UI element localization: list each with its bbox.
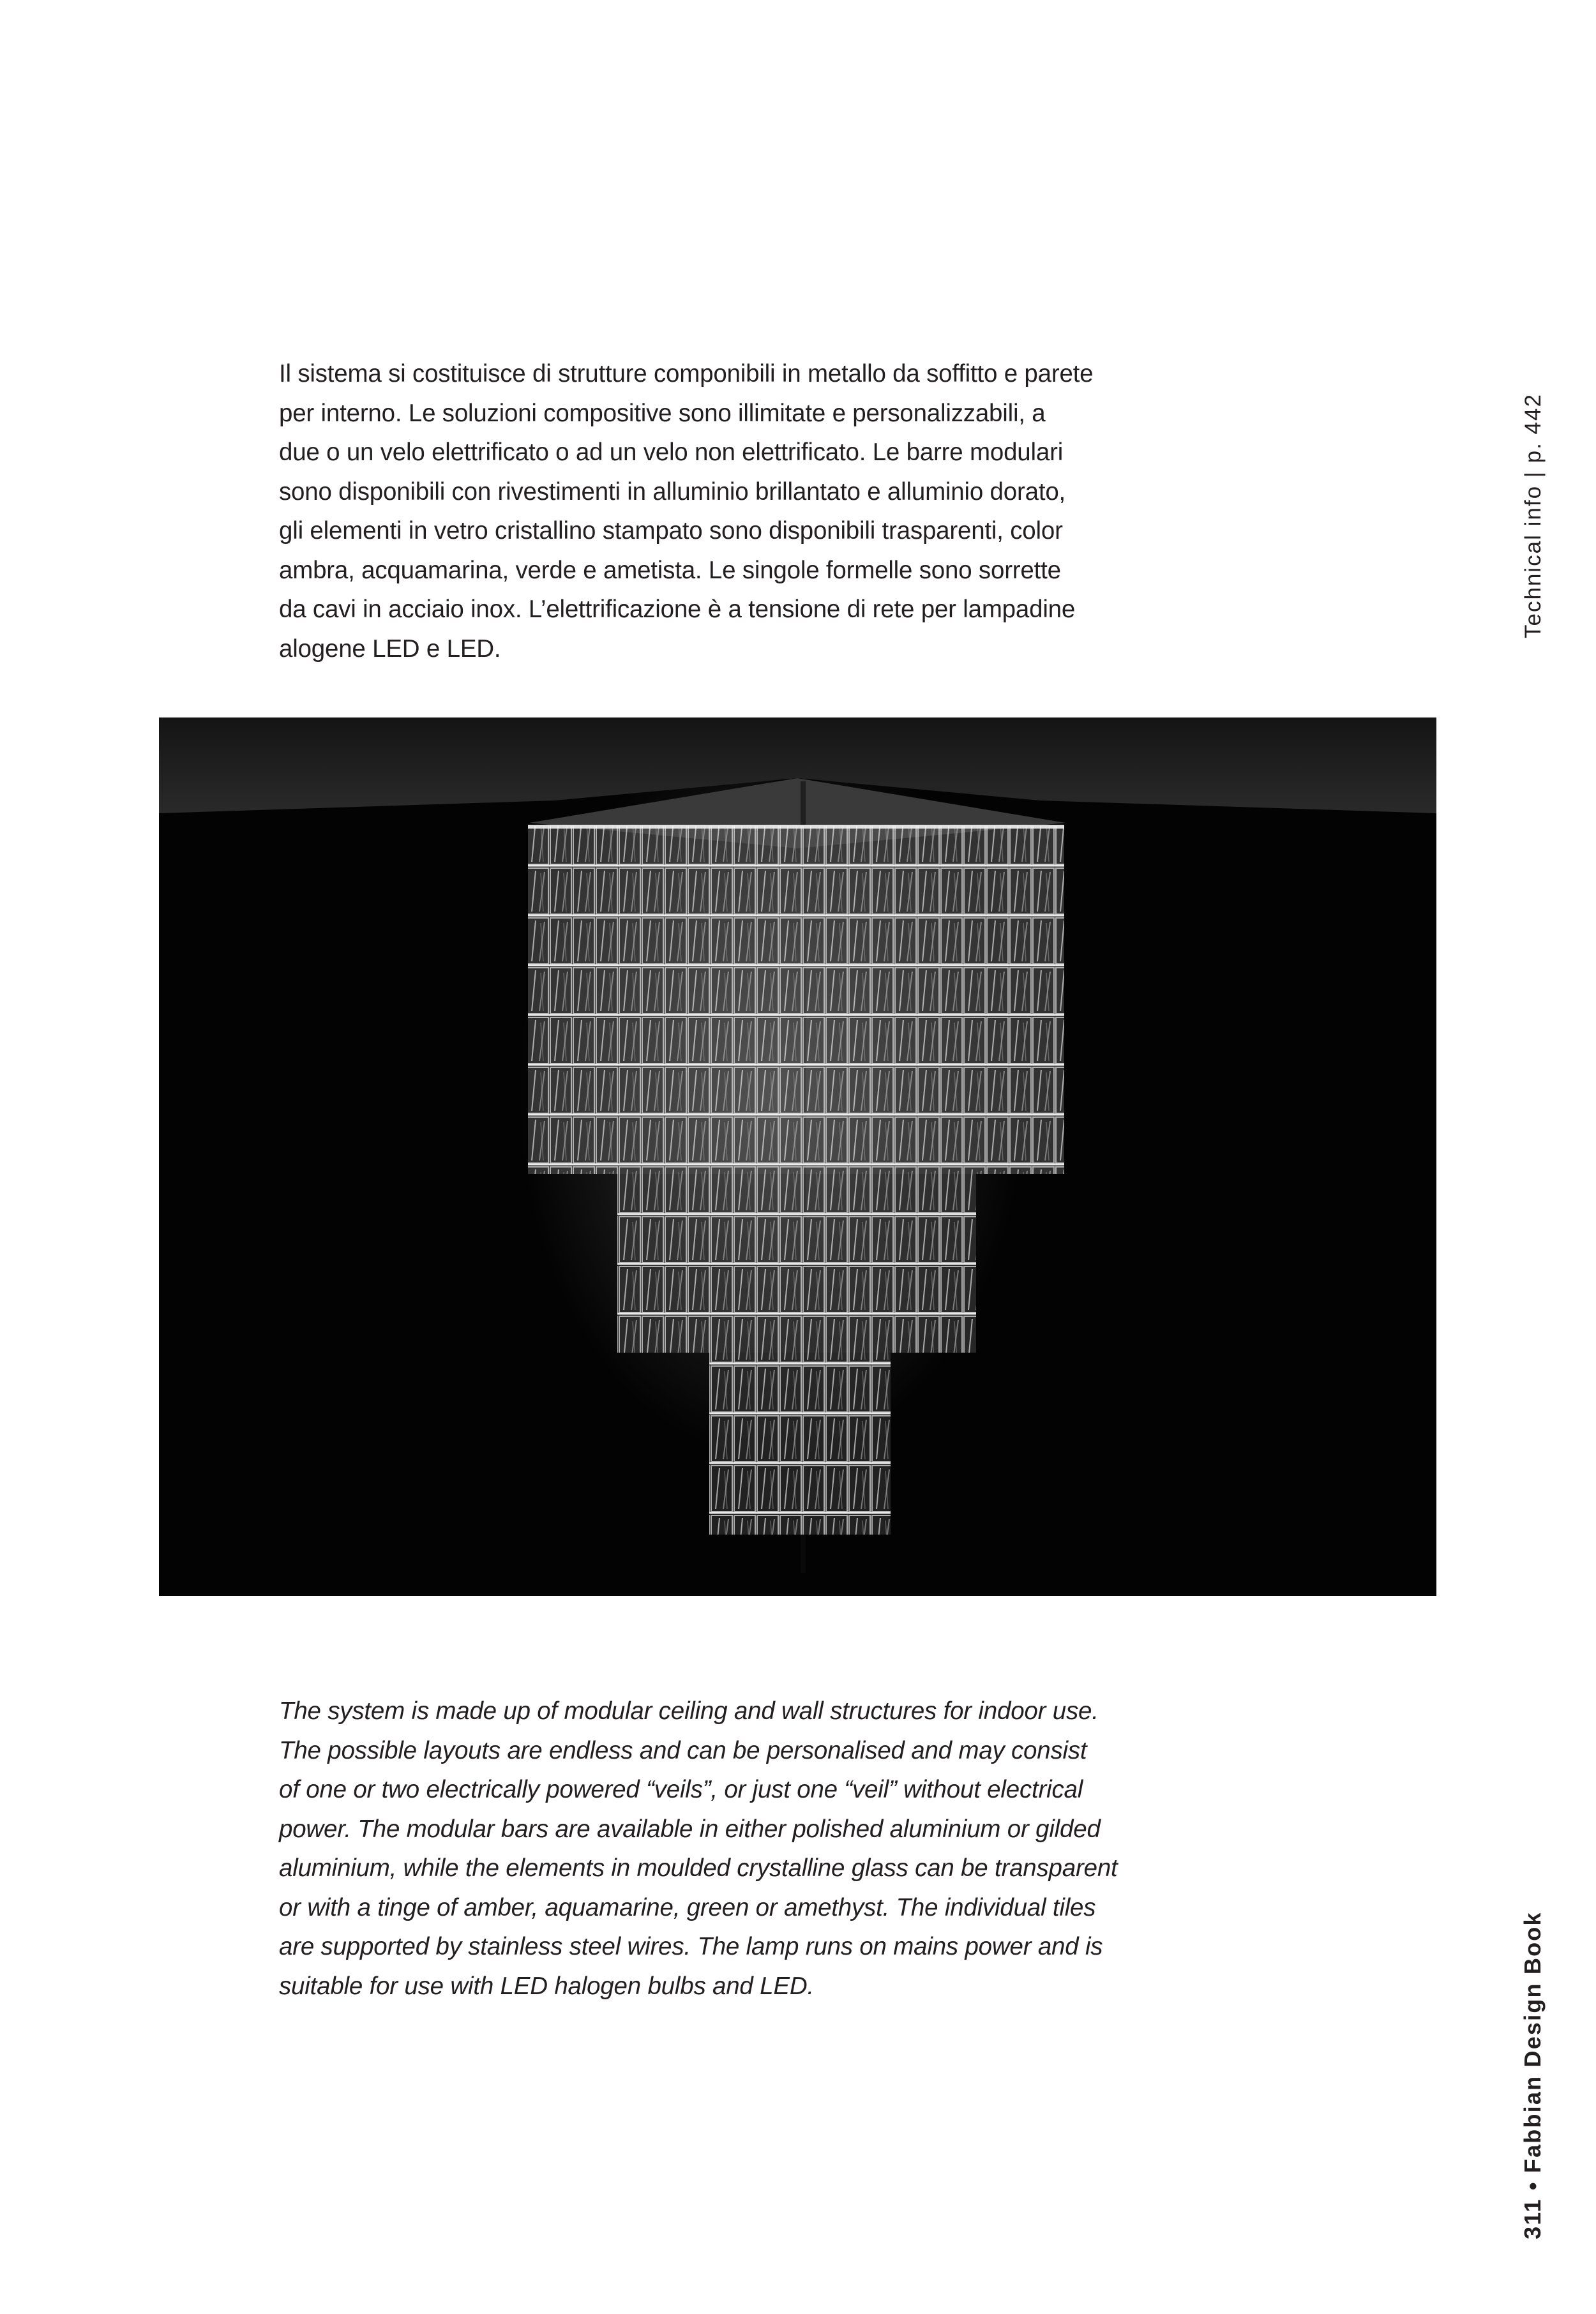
text-line: da cavi in acciaio inox. L’elettrificazione è a tensione di rete per lampadine [279, 596, 1076, 623]
lamp-illustration [159, 717, 1436, 1596]
text-line: are supported by stainless steel wires. The lamp runs on mains power and is [279, 1933, 1103, 1960]
italian-description [279, 354, 1186, 668]
text-line: The system is made up of modular ceiling and wall structures for indoor use. [279, 1697, 1099, 1725]
text-line: gli elementi in vetro cristallino stampato sono disponibili trasparenti, color [279, 517, 1063, 545]
page-footer: 311 • Fabbian Design Book [1519, 1911, 1546, 2239]
text-line: ambra, acquamarina, verde e ametista. Le singole formelle sono sorrette [279, 556, 1061, 584]
text-line: or with a tinge of amber, aquamarine, green or amethyst. The individual tiles [279, 1893, 1096, 1921]
product-photo [159, 717, 1436, 1596]
text-line: aluminium, while the elements in moulded crystalline glass can be transparent [279, 1854, 1118, 1882]
text-line: of one or two electrically powered “veils”, or just one “veil” without electrical [279, 1776, 1083, 1803]
text-line: power. The modular bars are available in either polished aluminium or gilded [279, 1815, 1101, 1843]
text-line: Il sistema si costituisce di strutture componibili in metallo da soffitto e parete [279, 360, 1094, 387]
text-line: due o un velo elettrificato o ad un velo non elettrificato. Le barre modulari [279, 439, 1064, 466]
technical-info-link[interactable]: Technical info | p. 442 [1521, 393, 1546, 638]
text-line: sono disponibili con rivestimenti in alluminio brillantato e alluminio dorato, [279, 477, 1066, 506]
text-line: suitable for use with LED halogen bulbs and LED. [279, 1972, 814, 2000]
text-line: per interno. Le soluzioni compositive sono illimitate e personalizzabili, a [279, 399, 1046, 427]
text-line: alogene LED e LED. [279, 635, 501, 663]
text-line: The possible layouts are endless and can be personalised and may consist [279, 1736, 1087, 1764]
english-description [279, 1692, 1186, 2006]
